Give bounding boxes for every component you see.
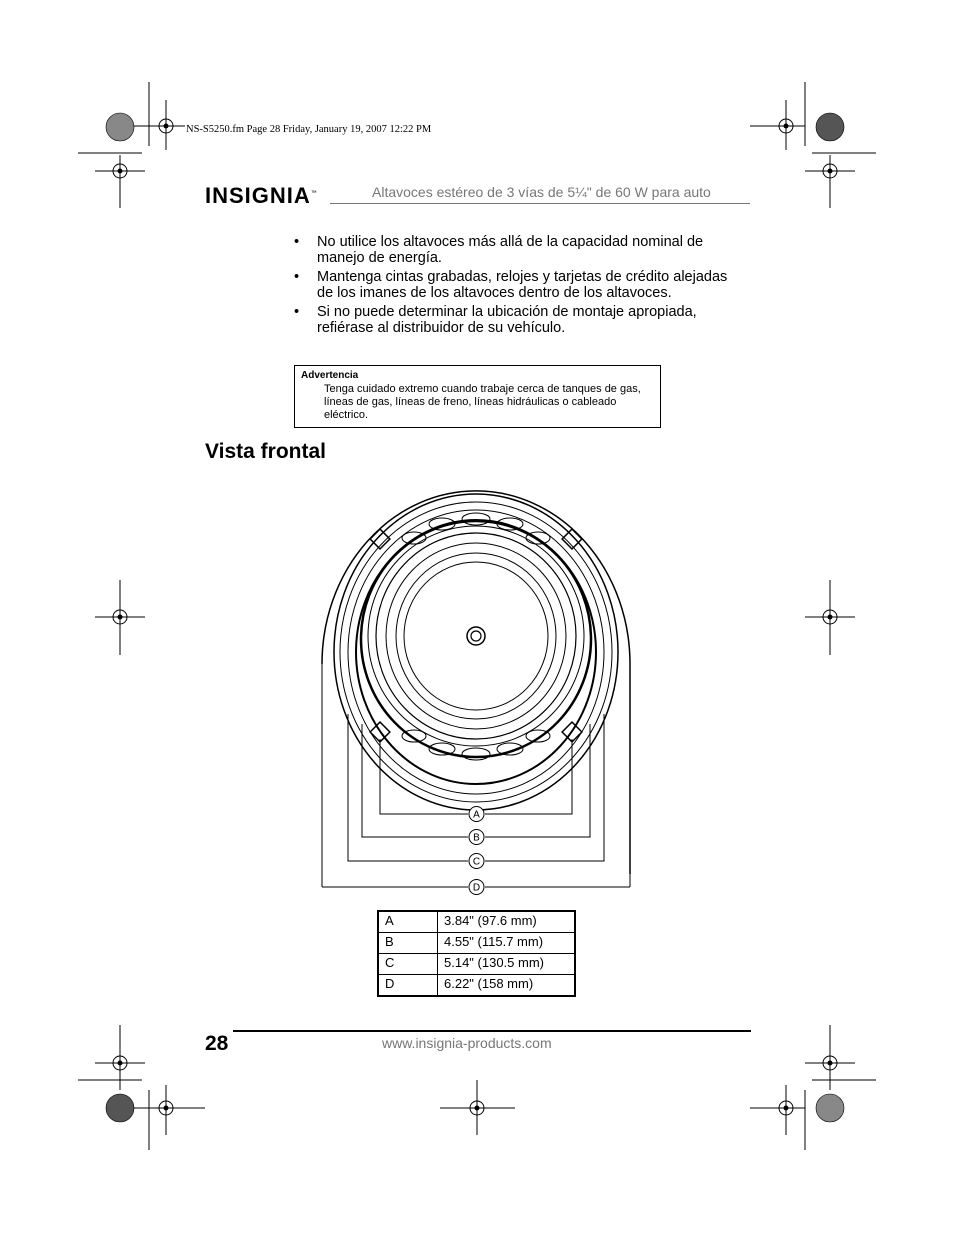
table-row xyxy=(378,975,575,997)
table-cell-value: 6.22" (158 mm) xyxy=(438,975,576,997)
dimensions-table xyxy=(377,910,576,997)
dimension-label-b: B xyxy=(473,832,480,844)
dimension-label-d: D xyxy=(472,882,481,894)
footer-rule xyxy=(233,1030,751,1032)
table-cell-key: A xyxy=(378,911,438,933)
bullet-item: • Mantenga cintas grabadas, relojes y tarjetas de crédito alejadas de los imanes de los altavoces dentro de los altavoces. xyxy=(294,269,744,301)
bullet-item: • No utilice los altavoces más allá de la capacidad nominal de manejo de energía. xyxy=(294,234,744,266)
table-row xyxy=(378,954,575,975)
table-cell-value: 3.84" (97.6 mm) xyxy=(438,911,576,933)
bullet-list xyxy=(294,234,744,339)
table-row xyxy=(378,911,575,933)
logo-text: INSIGNIA xyxy=(205,183,311,208)
insignia-logo xyxy=(205,183,318,209)
warning-text: Tenga cuidado extremo cuando trabaje cerca de tanques de gas, líneas de gas, líneas de freno, líneas hidráulicas o cableado eléctrico. xyxy=(324,383,641,421)
warning-box xyxy=(294,365,661,428)
header-rule xyxy=(330,203,750,204)
table-cell-key: D xyxy=(378,975,438,997)
dimension-label-a: A xyxy=(473,809,480,821)
table-cell-value: 5.14" (130.5 mm) xyxy=(438,954,576,975)
header-title: Altavoces estéreo de 3 vías de 5¼" de 60 W para auto xyxy=(372,184,711,200)
logo-tm: ™ xyxy=(310,190,318,197)
table-cell-value: 4.55" (115.7 mm) xyxy=(438,933,576,954)
table-cell-key: B xyxy=(378,933,438,954)
warning-title: Advertencia xyxy=(301,370,359,381)
table-row xyxy=(378,933,575,954)
bullet-item: • Si no puede determinar la ubicación de montaje apropiada, refiérase al distribuidor de su vehículo. xyxy=(294,304,744,336)
section-title: Vista frontal xyxy=(205,440,326,463)
file-info: NS-S5250.fm Page 28 Friday, January 19, 2007 12:22 PM xyxy=(186,124,432,135)
page-number: 28 xyxy=(205,1032,229,1055)
dimension-label-c: C xyxy=(472,856,481,868)
table-cell-key: C xyxy=(378,954,438,975)
speaker-front-view-diagram xyxy=(310,484,640,904)
footer-url: www.insignia-products.com xyxy=(382,1035,552,1051)
